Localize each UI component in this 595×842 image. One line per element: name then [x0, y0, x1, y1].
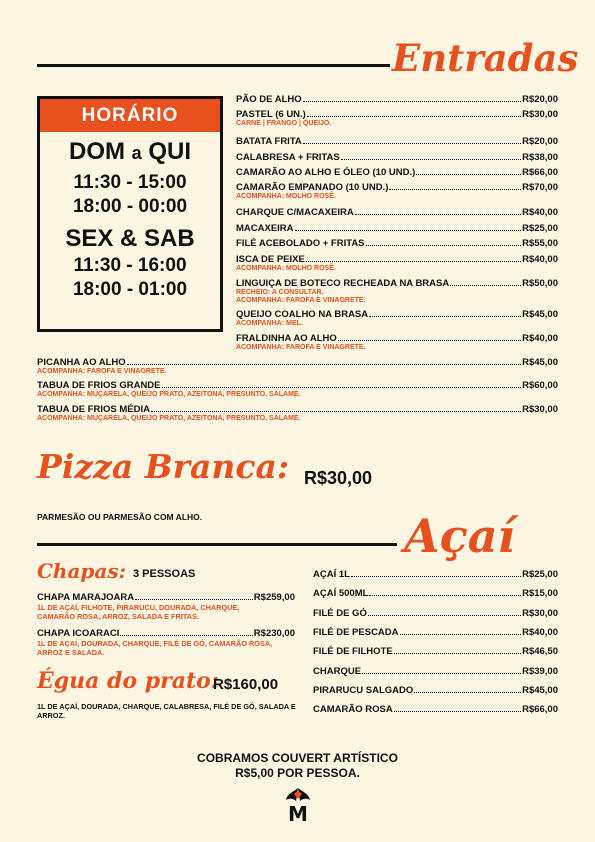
dot-leader	[355, 214, 521, 215]
acai-item-name: PIRARUCU SALGADO	[313, 684, 414, 696]
dot-leader	[295, 230, 522, 231]
pizza-price: R$30,00	[304, 468, 373, 488]
chapas-serving-note: 3 PESSOAS	[133, 568, 196, 580]
acai-item-name: FILÉ DE PESCADA	[313, 626, 399, 638]
entradas-item-name: CAMARÃO AO ALHO E ÓLEO (10 UND.)	[236, 167, 416, 178]
acai-item-price: R$46,50	[522, 646, 558, 658]
dot-leader	[162, 387, 522, 388]
hours-title: HORÁRIO	[40, 99, 220, 132]
dot-leader	[389, 189, 521, 190]
entradas-item-name: CAMARÃO EMPANADO (10 UND.)	[236, 182, 389, 193]
acai-title: Açaí	[404, 509, 515, 563]
pizza-description: PARMESÃO OU PARMESÃO COM ALHO.	[37, 512, 203, 522]
acai-item	[313, 704, 558, 715]
entradas-item-price: R$70,00	[522, 182, 558, 193]
entradas-item-name: ISCA DE PEIXE	[236, 254, 305, 265]
acai-item	[313, 685, 558, 696]
entradas-item	[236, 333, 558, 344]
dot-leader	[416, 174, 521, 175]
acai-item-price: R$15,00	[522, 588, 558, 600]
acai-item	[313, 608, 558, 619]
entradas-item-name: CHARQUE C/MACAXEIRA	[236, 207, 354, 218]
entradas-item	[236, 309, 558, 320]
dot-leader	[120, 635, 252, 636]
chapas-item-price: R$259,00	[253, 592, 295, 603]
entradas-rule	[37, 64, 390, 67]
dot-leader	[303, 143, 521, 144]
acai-item-name: FILÉ DE FILHOTE	[313, 646, 393, 658]
entradas-item-price: R$40,00	[522, 254, 558, 265]
acai-item-name: AÇAÍ 500ML	[313, 588, 369, 600]
dot-leader	[151, 411, 521, 412]
entradas-item-note: ACOMPANHA: FAROFA E VINAGRETE.	[236, 344, 366, 351]
wide-item-name: TABUA DE FRIOS MÉDIA	[37, 404, 150, 415]
dot-leader	[400, 634, 522, 635]
acai-item-name: CHARQUE	[313, 665, 362, 677]
acai-item-name: AÇAÍ 1L	[313, 569, 350, 580]
wide-item	[37, 404, 558, 415]
entradas-item-name: QUEIJO COALHO NA BRASA	[236, 309, 369, 320]
entradas-item	[236, 223, 558, 234]
hours-days-2: SEX & SAB	[65, 225, 195, 252]
brand-m-logo-icon	[283, 786, 313, 824]
wide-item-note: ACOMPANHA: FAROFA E VINAGRETE.	[37, 368, 167, 375]
dot-leader	[414, 692, 521, 693]
brand-m-logo-letter: M	[288, 802, 308, 824]
acai-item-price: R$25,00	[522, 569, 558, 580]
entradas-item-price: R$38,00	[522, 152, 558, 163]
wide-item-note: ACOMPANHA: MUÇARELA, QUEIJO PRATO, AZEITONA, PRESUNTO, SALAME.	[37, 415, 301, 422]
chapas-item-note: 1L DE AÇAÍ, FILHOTE, PIRARUCU, DOURADA, CHARQUE, CAMARÃO ROSA, ARROZ, SALADA E FRITAS.	[37, 603, 240, 621]
entradas-item-price: R$50,00	[522, 278, 558, 289]
entradas-item-price: R$40,00	[522, 207, 558, 218]
entradas-item-note: ACOMPANHA: MEL.	[236, 320, 303, 327]
entradas-item-price: R$20,00	[522, 94, 558, 105]
entradas-item-name: PASTEL (6 UN.)	[236, 109, 306, 120]
entradas-item-note: ACOMPANHA: MOLHO ROSÊ.	[236, 193, 336, 200]
egua-description: 1L DE AÇAÍ, DOURADA, CHARQUE, CALABRESA, FILÉ DE GÓ, SALADA E ARROZ.	[37, 702, 296, 720]
entradas-item	[236, 182, 558, 193]
dot-leader	[369, 595, 521, 596]
pizza-title: Pizza Branca:	[37, 447, 290, 486]
entradas-item	[236, 94, 558, 105]
entradas-item	[236, 238, 558, 249]
entradas-item	[236, 152, 558, 163]
dot-leader	[351, 576, 521, 577]
wide-item-price: R$30,00	[522, 404, 558, 415]
acai-item-name: FILÉ DE GÓ	[313, 607, 367, 619]
egua-price: R$160,00	[213, 676, 279, 693]
entradas-item-price: R$25,00	[522, 223, 558, 234]
acai-item	[313, 588, 558, 599]
couvert-line-1: COBRAMOS COUVERT ARTÍSTICO	[197, 751, 398, 765]
acai-item-price: R$45,00	[522, 684, 558, 696]
chapas-item	[37, 628, 295, 639]
dot-leader	[362, 673, 521, 674]
entradas-item-note: CARNE | FRANGO | QUEIJO.	[236, 120, 332, 127]
dot-leader	[368, 615, 521, 616]
wide-item-price: R$45,00	[522, 357, 558, 368]
entradas-item-name: PÃO DE ALHO	[236, 94, 302, 105]
acai-item-price: R$40,00	[522, 626, 558, 638]
couvert-line-2: R$5,00 POR PESSOA.	[235, 766, 360, 780]
wide-item-name: TABUA DE FRIOS GRANDE	[37, 380, 161, 391]
entradas-item-note: ACOMPANHA: MOLHO ROSÊ.	[236, 265, 336, 272]
wide-item-price: R$60,00	[522, 380, 558, 391]
acai-item	[313, 646, 558, 657]
dot-leader	[394, 711, 521, 712]
entradas-item-price: R$66,00	[522, 167, 558, 178]
entradas-item-price: R$55,00	[522, 238, 558, 249]
entradas-item	[236, 278, 558, 289]
hours-time-2b: 18:00 - 01:00	[72, 279, 188, 300]
entradas-title: Entradas	[392, 36, 579, 80]
dot-leader	[338, 340, 521, 341]
entradas-item	[236, 136, 558, 147]
entradas-item-name: LINGUIÇA DE BOTECO RECHEADA NA BRASA	[236, 278, 450, 289]
chapas-item-note: 1L DE AÇAÍ, DOURADA, CHARQUE, FILÉ DE GÓ, CAMARÃO ROSA, ARROZ E SALADA.	[37, 639, 273, 657]
hours-days-1-end: QUI	[148, 138, 192, 165]
hours-days-1-start: DOM	[68, 138, 125, 165]
entradas-item-price: R$30,00	[522, 109, 558, 120]
chapas-item	[37, 592, 295, 603]
entradas-item-name: MACAXEIRA	[236, 223, 294, 234]
entradas-item-price: R$40,00	[522, 333, 558, 344]
hours-box	[37, 96, 223, 332]
egua-title: Égua do prato:	[37, 668, 219, 694]
wide-item-name: PICANHA AO ALHO	[37, 357, 126, 368]
hours-time-1a: 11:30 - 15:00	[73, 172, 187, 193]
chapas-title: Chapas:	[37, 559, 127, 583]
wide-item	[37, 380, 558, 391]
acai-item-price: R$39,00	[522, 665, 558, 677]
entradas-item	[236, 167, 558, 178]
acai-item-price: R$66,00	[522, 704, 558, 716]
dot-leader	[303, 101, 521, 102]
entradas-item-name: BATATA FRITA	[236, 136, 302, 147]
entradas-item	[236, 207, 558, 218]
dot-leader	[306, 261, 521, 262]
entradas-item-note: ACOMPANHA: FAROFA E VINAGRETE.	[236, 297, 366, 304]
acai-item	[313, 627, 558, 638]
entradas-item	[236, 109, 558, 120]
chapas-item-name: CHAPA MARAJOARA	[37, 592, 135, 603]
entradas-item-name: FILÉ ACEBOLADO + FRITAS	[236, 238, 365, 249]
acai-item	[313, 666, 558, 677]
entradas-item-price: R$45,00	[522, 309, 558, 320]
hours-time-1b: 18:00 - 00:00	[72, 196, 188, 217]
chapas-item-price: R$230,00	[253, 628, 295, 639]
hours-days-1	[40, 138, 220, 167]
dot-leader	[341, 159, 521, 160]
acai-item	[313, 569, 558, 580]
dot-leader	[135, 599, 253, 600]
dot-leader	[366, 245, 522, 246]
acai-item-name: CAMARÃO ROSA	[313, 704, 393, 716]
dot-leader	[394, 653, 521, 654]
dot-leader	[307, 116, 521, 117]
wide-item-note: ACOMPANHA: MUÇARELA, QUEIJO PRATO, AZEITONA, PRESUNTO, SALAME.	[37, 391, 301, 398]
acai-item-price: R$30,00	[522, 607, 558, 619]
hours-days-1-sep: a	[131, 143, 142, 163]
dot-leader	[369, 316, 521, 317]
entradas-item-price: R$20,00	[522, 136, 558, 147]
dot-leader	[450, 285, 521, 286]
entradas-item	[236, 254, 558, 265]
chapas-item-name: CHAPA ICOARACI	[37, 628, 120, 639]
entradas-item-note: RECHEIO: A CONSULTAR.	[236, 289, 324, 296]
dot-leader	[127, 364, 521, 365]
entradas-item-name: CALABRESA + FRITAS	[236, 152, 340, 163]
entradas-item-name: FRALDINHA AO ALHO	[236, 333, 337, 344]
acai-rule-left	[37, 543, 397, 546]
wide-item	[37, 357, 558, 368]
hours-time-2a: 11:30 - 16:00	[73, 255, 187, 276]
